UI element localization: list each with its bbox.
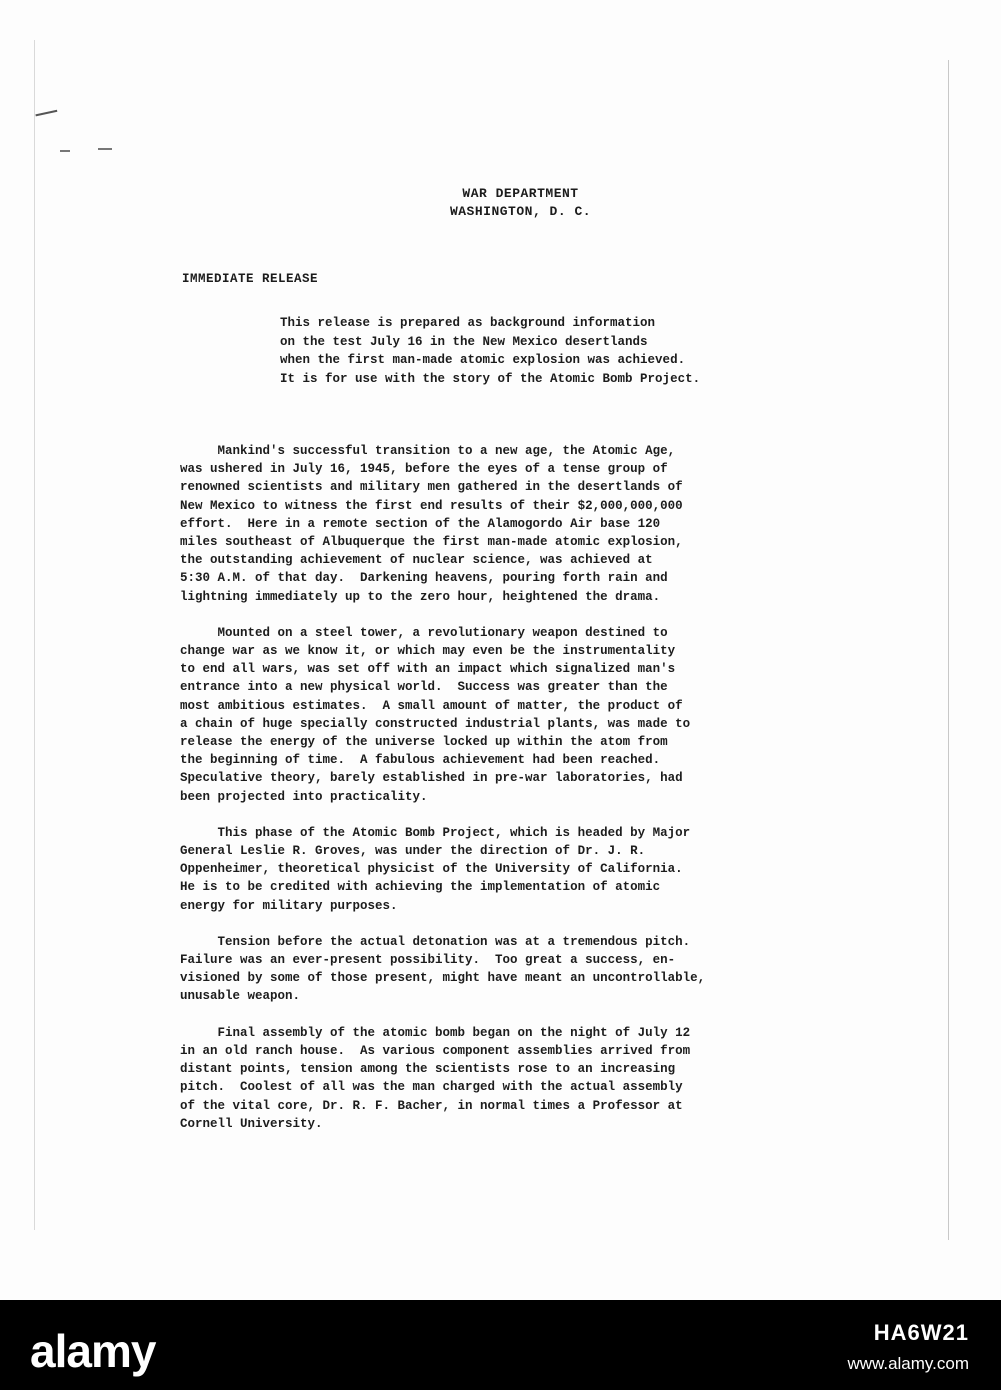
pen-dash [98, 148, 112, 150]
paragraph [180, 1024, 860, 1133]
paragraph-line: entrance into a new physical world. Success was greater than the [180, 680, 668, 695]
paragraph-line: distant points, tension among the scientists rose to an increasing [180, 1062, 676, 1077]
paragraph-line: most ambitious estimates. A small amount of matter, the product of [180, 698, 683, 713]
paragraph-line: New Mexico to witness the first end results of their $2,000,000,000 [180, 498, 683, 513]
paragraph [180, 933, 860, 1006]
note-line: when the first man-made atomic explosion was achieved. [280, 353, 686, 367]
site-url: www.alamy.com [847, 1354, 969, 1373]
paragraph [180, 442, 860, 606]
header-department: WAR DEPARTMENT [462, 186, 579, 201]
paragraph-line: Mankind's successful transition to a new age, the Atomic Age, [180, 444, 676, 458]
paragraph [180, 624, 860, 806]
paragraph [180, 824, 860, 915]
paragraph-line: He is to be credited with achieving the implementation of atomic [180, 880, 661, 895]
paragraph-line: pitch. Coolest of all was the man charged with the actual assembly [180, 1080, 683, 1095]
note-line: on the test July 16 in the New Mexico desertlands [280, 334, 648, 349]
paragraph-line: energy for military purposes. [180, 898, 398, 913]
pen-dash [60, 150, 70, 152]
header-location: WASHINGTON, D. C. [449, 204, 592, 219]
brand-logo: alamy [30, 1325, 156, 1377]
paragraph-line: Failure was an ever-present possibility. Too great a success, en- [180, 953, 676, 968]
paragraph-line: Cornell University. [180, 1116, 323, 1131]
paragraph-line: to end all wars, was set off with an impact which signalized man's [180, 662, 676, 677]
footer-info [847, 1320, 969, 1374]
background-note [280, 314, 840, 388]
paragraph-line: the outstanding achievement of nuclear science, was achieved at [180, 553, 653, 568]
paragraph-line: effort. Here in a remote section of the Alamogordo Air base 120 [180, 516, 661, 531]
paragraph-line: renowned scientists and military men gathered in the desertlands of [180, 480, 683, 495]
pen-mark [35, 110, 58, 122]
paragraph-line: Mounted on a steel tower, a revolutionary weapon destined to [180, 625, 668, 640]
paragraph-line: unusable weapon. [180, 989, 301, 1004]
paragraph-line: been projected into practicality. [180, 789, 428, 804]
paragraph-line: the beginning of time. A fabulous achievement had been reached. [180, 753, 661, 768]
paragraph-line: Speculative theory, barely established in pre-war laboratories, had [180, 771, 683, 786]
paragraph-line: release the energy of the universe locked up within the atom from [180, 735, 668, 750]
paragraph-line: lightning immediately up to the zero hour, heightened the drama. [180, 589, 661, 604]
paragraph-line: of the vital core, Dr. R. F. Bacher, in normal times a Professor at [180, 1098, 683, 1113]
paragraph-line: a chain of huge specially constructed industrial plants, was made to [180, 716, 691, 731]
document-body [180, 442, 860, 1151]
paragraph-line: visioned by some of those present, might have meant an uncontrollable, [180, 971, 706, 986]
watermark-footer [0, 1300, 1001, 1390]
paragraph-line: Oppenheimer, theoretical physicist of the University of California. [180, 862, 683, 877]
note-line: It is for use with the story of the Atomic Bomb Project. [280, 371, 701, 386]
paragraph-line: Final assembly of the atomic bomb began on the night of July 12 [180, 1025, 691, 1040]
paragraph-line: miles southeast of Albuquerque the first man-made atomic explosion, [180, 535, 683, 550]
paragraph-line: in an old ranch house. As various component assemblies arrived from [180, 1043, 691, 1058]
scan-edge-right [948, 60, 949, 1240]
paragraph-line: change war as we know it, or which may even be the instrumentality [180, 644, 676, 659]
paragraph-line: was ushered in July 16, 1945, before the eyes of a tense group of [180, 462, 668, 477]
note-line: This release is prepared as background information [280, 316, 656, 330]
release-label: IMMEDIATE RELEASE [182, 272, 319, 286]
document-header [0, 185, 1001, 221]
paragraph-line: This phase of the Atomic Bomb Project, which is headed by Major [180, 825, 691, 840]
paragraph-line: General Leslie R. Groves, was under the direction of Dr. J. R. [180, 844, 646, 859]
paragraph-line: 5:30 A.M. of that day. Darkening heavens, pouring forth rain and [180, 571, 668, 586]
image-id: HA6W21 [873, 1320, 969, 1345]
paragraph-line: Tension before the actual detonation was at a tremendous pitch. [180, 934, 691, 949]
